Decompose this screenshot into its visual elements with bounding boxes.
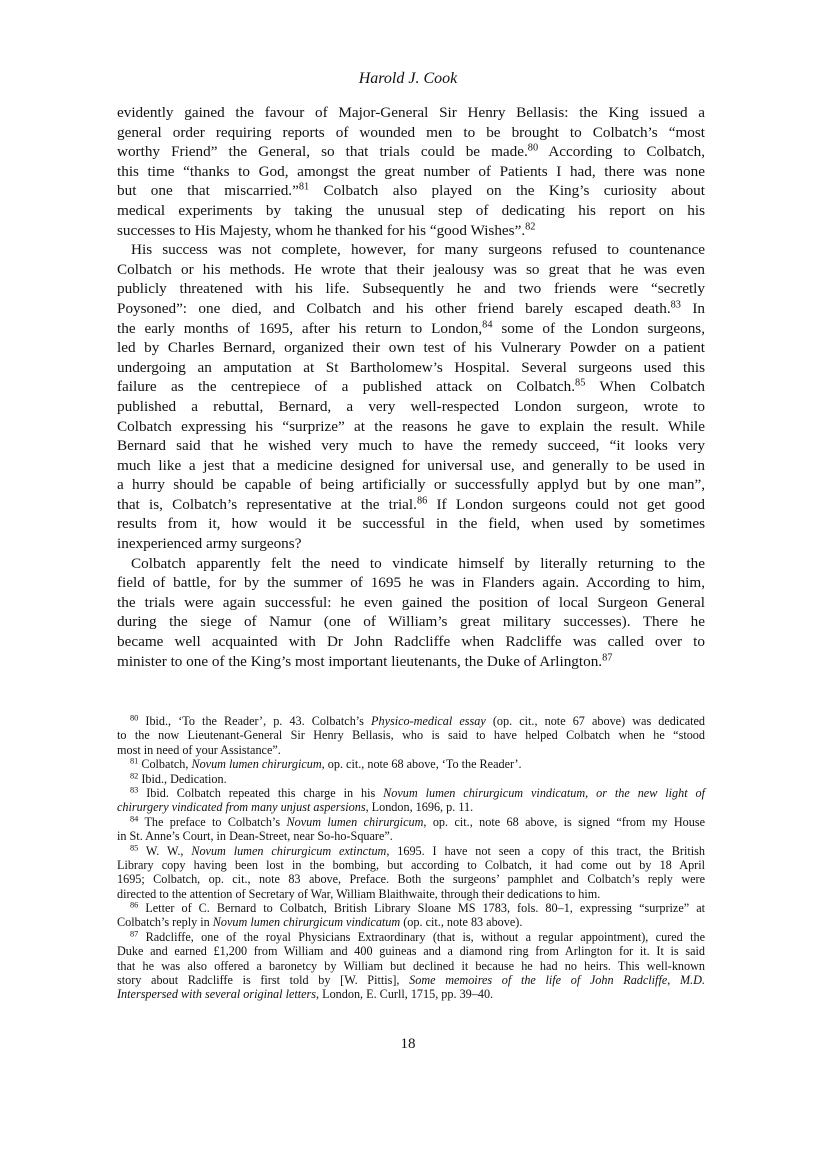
text-run: this time “thanks to God, amongst the great number of Patients I had, there was none (117, 162, 705, 180)
text-run: Colbatch or his methods. He wrote that their jealousy was so great that he was even (117, 260, 705, 278)
text-run: W. W., (138, 843, 192, 858)
text-run: Colbatch expressing his “surprize” at the reasons he gave to explain the result. While (117, 417, 705, 435)
text-run: that is, Colbatch’s representative at the trial. (117, 495, 417, 513)
footnote-83 (117, 786, 705, 815)
text-run: in St. Anne’s Court, in Dean-Street, near So-ho-Square”. (117, 829, 393, 844)
text-run: published a rebuttal, Bernard, a very well-respected London surgeon, wrote to (117, 397, 705, 415)
text-line (117, 652, 705, 672)
text-run: In (680, 299, 705, 317)
text-run: Ibid., Dedication. (138, 771, 227, 786)
text-line (117, 358, 705, 378)
footnotes (117, 714, 705, 1002)
text-run: inexperienced army surgeons? (117, 535, 302, 553)
text-line (117, 728, 705, 742)
italic-title: Physico-medical essay (371, 714, 486, 728)
text-run: , op. cit., note 68 above, ‘To the Reader’. (321, 757, 522, 772)
italic-title: Novum lumen chirurgicum vindicatum (212, 915, 401, 930)
italic-title: Novum lumen chirurgicum (286, 814, 424, 829)
text-run: Ibid., ‘To the Reader’, p. 43. Colbatch’s (138, 714, 372, 728)
text-run: results from it, how would it be successful in the field, when used by sometimes (117, 515, 705, 533)
text-run: Poysoned”: one died, and Colbatch and his other friend barely escaped death. (117, 299, 671, 317)
text-line (117, 260, 705, 280)
footnote-reference: 85 (575, 377, 586, 389)
text-line (117, 181, 705, 201)
text-line (117, 514, 705, 534)
text-line (117, 743, 705, 757)
text-line (117, 456, 705, 476)
text-line (117, 573, 705, 593)
text-run: successes to His Majesty, whom he thanked for his “good Wishes”. (117, 221, 526, 239)
text-run: most in need of your Assistance”. (117, 742, 281, 757)
text-run: , London, 1696, p. 11. (365, 800, 474, 815)
text-run: 1695; Colbatch, op. cit., note 83 above, Preface. Both the surgeons’ pamphlet and Colbatch’s reply were (117, 872, 705, 887)
text-run: that he was also offered a baronetcy by William but declined it because he had no heirs. This well-known (117, 958, 705, 973)
text-line (117, 240, 705, 260)
text-run: Letter of C. Bernard to Colbatch, British Library Sloane MS 1783, fols. 80–1, expressing “surprize” at (138, 901, 705, 916)
page-number: 18 (400, 1036, 416, 1052)
footnote-reference: 84 (130, 814, 139, 824)
text-line (117, 944, 705, 958)
text-line (117, 959, 705, 973)
footnote-87 (117, 930, 705, 1002)
text-line (117, 279, 705, 299)
text-run: the trials were again successful: he even gained the position of local Surgeon General (117, 593, 705, 611)
italic-title: chirurgery vindicated from many unjust aspersions (117, 800, 366, 815)
text-line (117, 915, 705, 929)
text-line (117, 417, 705, 437)
text-run: undergoing an amputation at St Bartholomew’s Hospital. Several surgeons used this (117, 358, 705, 376)
text-run: , op. cit., note 68 above, is signed “from my House (423, 814, 706, 829)
text-run: story about Radcliffe is first told by [W. Pittis], (117, 973, 410, 988)
text-line (117, 772, 705, 786)
footnote-reference: 81 (130, 756, 139, 766)
text-run: led by Charles Bernard, organized their own test of his Vulnerary Powder on a patient (117, 339, 705, 357)
text-run: According to Colbatch, (538, 143, 705, 161)
text-run: Colbatch, (138, 757, 192, 772)
text-line (117, 162, 705, 182)
footnote-reference: 84 (482, 318, 493, 330)
footnote-reference: 83 (670, 299, 681, 311)
text-line (117, 593, 705, 613)
text-run: the early months of 1695, after his return to London, (117, 319, 483, 337)
paragraph (117, 240, 705, 554)
footnote-reference: 80 (527, 142, 539, 154)
text-run: Colbatch also played on the King’s curiosity about (309, 182, 705, 200)
text-run: field of battle, for by the summer of 1695 he was in Flanders again. According to him, (117, 574, 705, 592)
text-run: minister to one of the King’s most important lieutenants, the Duke of Arlington. (117, 652, 603, 670)
text-line (117, 829, 705, 843)
text-run: medical experiments by taking the unusual step of dedicating his report on his (117, 201, 705, 219)
text-line (117, 901, 705, 915)
text-line (117, 534, 705, 554)
text-line (117, 872, 705, 886)
text-line (117, 714, 705, 728)
text-run: When Colbatch (585, 378, 705, 396)
italic-title: Novum lumen chirurgicum vindicatum, or the new light of (383, 785, 706, 800)
text-line (117, 887, 705, 901)
text-run: directed to the attention of Secretary of War, William Blaithwaite, through their dedications to him. (117, 886, 601, 901)
italic-title: Novum lumen chirurgicum extinctum (191, 843, 387, 858)
footnote-82 (117, 772, 705, 786)
text-run: to the now Lieutenant-General Sir Henry Bellasis, who is said to have helped Colbatch when he “stood (117, 728, 705, 743)
text-run: Library copy having been lost in the bombing, but according to Colbatch, it had come out by 18 April (117, 857, 705, 872)
text-run: If London surgeons could not get good (427, 495, 705, 513)
text-line (117, 757, 705, 771)
text-run: (op. cit., note 83 above). (400, 915, 523, 930)
text-run: Bernard said that he wished very much to have the remedy succeed, “it looks very (117, 437, 705, 455)
footnote-reference: 82 (525, 220, 536, 232)
footnote-reference: 81 (298, 181, 310, 193)
text-run: (op. cit., note 67 above) was dedicated (485, 714, 705, 728)
text-run: Colbatch apparently felt the need to vindicate himself by literally returning to the (131, 554, 705, 572)
text-line (117, 844, 705, 858)
footnote-81 (117, 757, 705, 771)
text-line (117, 554, 705, 574)
text-run: Ibid. Colbatch repeated this charge in his (138, 785, 384, 800)
text-run: evidently gained the favour of Major-General Sir Henry Bellasis: the King issued a (117, 104, 705, 121)
text-line (117, 103, 705, 123)
text-run: became well acquainted with Dr John Radcliffe when Radcliffe was called over to (117, 633, 705, 651)
text-line (117, 987, 705, 1001)
text-line (117, 800, 705, 814)
footnote-80 (117, 714, 705, 757)
text-line (117, 973, 705, 987)
footnote-85 (117, 844, 705, 902)
footnote-reference: 85 (130, 842, 139, 852)
footnote-reference: 80 (130, 713, 139, 723)
text-run: Radcliffe, one of the royal Physicians Extraordinary (that is, without a regular appointment), cured the (138, 929, 705, 944)
text-run: but one that miscarried.” (117, 182, 299, 200)
text-line (117, 221, 705, 241)
text-line (117, 858, 705, 872)
text-line (117, 815, 705, 829)
italic-title: Interspersed with several original letters (117, 987, 317, 1002)
text-line (117, 338, 705, 358)
text-run: worthy Friend” the General, so that trials could be made. (117, 143, 528, 161)
text-run: failure as the centrepiece of a published attack on Colbatch. (117, 378, 576, 396)
footnote-reference: 83 (130, 785, 139, 795)
text-line (117, 142, 705, 162)
text-run: a hurry should be capable of being artificially or successfully applyd but by one man”, (117, 476, 705, 494)
text-run: His success was not complete, however, for many surgeons refused to countenance (131, 241, 705, 259)
text-line (117, 201, 705, 221)
text-line (117, 397, 705, 417)
text-line (117, 475, 705, 495)
text-line (117, 123, 705, 143)
italic-title: Novum lumen chirurgicum (191, 757, 322, 772)
body-text (117, 103, 705, 671)
text-line (117, 612, 705, 632)
text-run: much like a jest that a medicine designed for universal use, and generally to be used in (117, 456, 705, 474)
text-run: , London, E. Curll, 1715, pp. 39–40. (316, 987, 494, 1002)
footnote-reference: 87 (130, 929, 139, 939)
text-line (117, 377, 705, 397)
footnote-reference: 86 (416, 495, 428, 507)
text-line (117, 632, 705, 652)
paragraph (117, 554, 705, 672)
footnote-86 (117, 901, 705, 930)
text-run: general order requiring reports of wounded men to be brought to Colbatch’s “most (117, 123, 705, 141)
text-line (117, 319, 705, 339)
italic-title: Some memoires of the life of John Radcliffe, M.D. (409, 973, 706, 988)
footnote-84 (117, 815, 705, 844)
text-line (117, 495, 705, 515)
text-run: some of the London surgeons, (492, 319, 705, 337)
paragraph (117, 103, 705, 240)
text-line (117, 299, 705, 319)
text-run: , 1695. I have not seen a copy of this tract, the British (386, 843, 705, 858)
footnote-reference: 82 (130, 771, 139, 780)
text-line (117, 436, 705, 456)
text-run: The preface to Colbatch’s (138, 814, 287, 829)
running-head: Harold J. Cook (358, 70, 458, 87)
text-line (117, 786, 705, 800)
text-run: during the siege of Namur (one of William’s great military successes). There he (117, 613, 705, 631)
text-run: publicly threatened with his life. Subsequently he and two friends were “secretly (117, 280, 705, 298)
text-line (117, 930, 705, 944)
footnote-reference: 87 (602, 651, 613, 663)
text-run: Duke and earned £1,200 from William and 400 guineas and a diamond ring from Arlington for it. It is said (117, 944, 705, 959)
footnote-reference: 86 (130, 900, 139, 910)
text-run: Colbatch’s reply in (117, 915, 213, 930)
